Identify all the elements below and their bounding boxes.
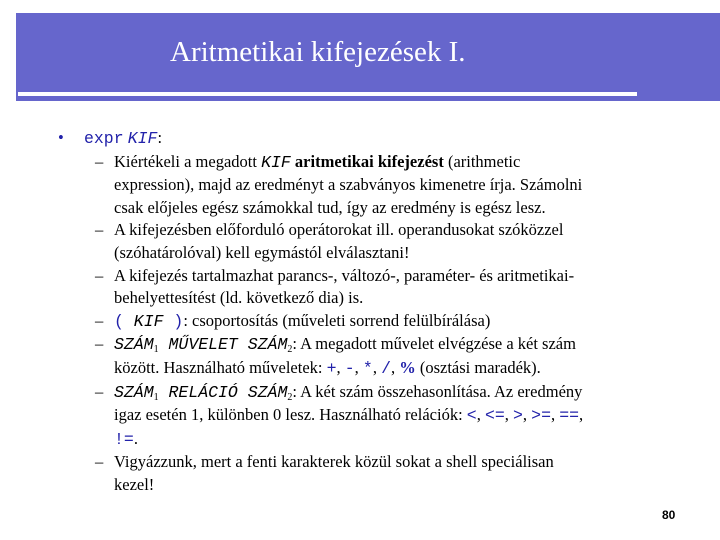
title-underline: [18, 92, 637, 96]
item-line: behelyettesítést (ld. következő dia) is.: [114, 288, 364, 308]
item-line: $SZÁM_1$ MŰVELET $SZÁM_2$: A megadott művelet elvégzése a két szám: [114, 334, 576, 356]
item-line: Vigyázzunk, mert a fenti karakterek közül sokat a shell speciálisan: [114, 452, 554, 472]
dash-icon: –: [95, 334, 104, 354]
page-number: 80: [662, 508, 676, 522]
expr-command: expr: [84, 129, 124, 148]
dash-icon: –: [95, 265, 104, 285]
dash-icon: –: [95, 452, 104, 472]
item-line: expression), majd az eredményt a szabványos kimenetre írja. Számolni: [114, 175, 583, 195]
kif-code: KIF: [261, 152, 291, 172]
list-item: [58, 265, 708, 310]
slide-title: Aritmetikai kifejezések I.: [170, 36, 466, 68]
list-item: [58, 310, 708, 334]
bold-term: aritmetikai kifejezést: [294, 151, 444, 171]
list-item: [58, 151, 708, 220]
dash-icon: –: [95, 220, 104, 240]
bullet-icon: •: [58, 128, 64, 147]
list-item: [58, 219, 708, 264]
list-item: [58, 451, 708, 496]
slide-content: [58, 127, 708, 497]
item-line: $SZÁM_1$ RELÁCIÓ $SZÁM_2$: A két szám összehasonlítása. Az eredmény: [114, 381, 583, 403]
item-line: között. Használható műveletek: +, -, *, /, % (osztási maradék).: [114, 357, 541, 378]
item-line: A kifejezésben előforduló operátorokat ill. operandusokat szóközzel: [114, 220, 564, 240]
dash-icon: –: [95, 151, 104, 171]
dash-icon: –: [95, 310, 104, 330]
list-item: [58, 333, 708, 380]
dash-icon: –: [95, 381, 104, 401]
expr-colon: :: [157, 128, 163, 147]
expr-arg: KIF: [127, 129, 158, 148]
item-line: A kifejezés tartalmazhat parancs-, változó-, paraméter- és aritmetikai-: [114, 265, 575, 285]
item-line: !=.: [114, 428, 138, 449]
bullet-expr: [58, 127, 708, 151]
item-line: Kiértékeli a megadott KIF aritmetikai kifejezést (arithmetic: [114, 151, 521, 172]
item-line: kezel!: [114, 474, 155, 494]
item-line: ( KIF ): csoportosítás (műveleti sorrend felülbírálása): [114, 310, 491, 331]
item-line: igaz esetén 1, különben 0 lesz. Használható relációk: <, <=, >, >=, ==,: [114, 405, 584, 426]
item-line: csak előjeles egész számokkal tud, így az eredmény is egész lesz.: [114, 197, 546, 217]
list-item: [58, 381, 708, 452]
item-line: (szóhatárolóval) kell egymástól elválasztani!: [114, 242, 410, 262]
